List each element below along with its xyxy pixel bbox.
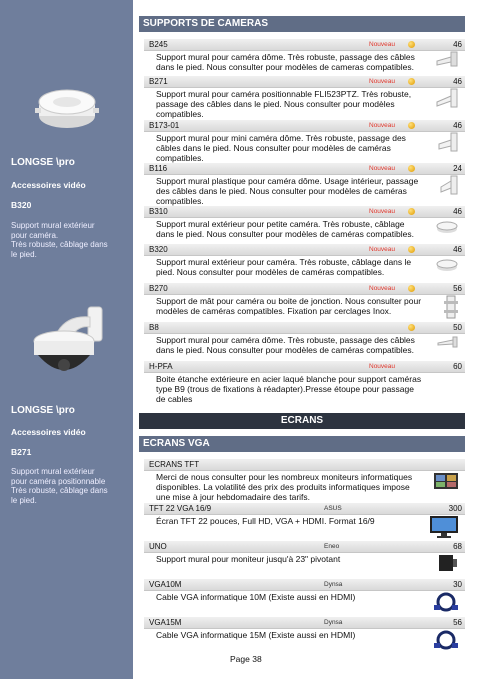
product-price: 46 (453, 121, 462, 130)
product-item (144, 322, 465, 355)
sidebar-category: Accessoires vidéo (11, 180, 86, 190)
product-item (144, 283, 465, 316)
sidebar-description: Support mural extérieur pour caméra. Très robuste, câblage dans le pied. (11, 221, 108, 259)
product-item (144, 206, 465, 239)
product-brand: Dynsa (324, 619, 343, 626)
product-description: Support mural pour mini caméra dôme. Très robuste, passage des câbles dans le pied. Nous consulter pour modèles de caméras compatibles. (156, 133, 406, 163)
coin-icon (408, 78, 415, 85)
product-ref: UNO (149, 542, 167, 551)
vga-cable-icon (433, 591, 459, 613)
monitor-icon (429, 515, 459, 539)
product-price: 68 (453, 542, 462, 551)
product-description: Support mural pour caméra dôme. Très robuste, passage des câbles dans le pied. Nous consulter pour modèles de caméras compatibles. (156, 335, 415, 355)
product-description: Cable VGA informatique 15M (Existe aussi en HDMI) (156, 630, 356, 640)
section-header-ecrans: ECRANS (139, 413, 465, 429)
product-ref: B320 (149, 245, 168, 254)
product-description: Support de mât pour caméra ou boite de jonction. Nous consulter pour modèles de caméras compatibles. Fixation par cerclages Inox. (156, 296, 422, 316)
product-ref: TFT 22 VGA 16/9 (149, 504, 212, 513)
pole-mount-icon (443, 295, 459, 319)
sidebar-code: B320 (11, 200, 32, 210)
product-bar (144, 503, 465, 515)
section-header-supports: SUPPORTS DE CAMERAS (139, 16, 465, 32)
product-price: 46 (453, 245, 462, 254)
screen-item (144, 579, 465, 602)
section-header-ecrans-vga: ECRANS VGA (139, 436, 465, 452)
product-brand: ASUS (324, 505, 342, 512)
product-bar (144, 120, 465, 132)
product-description: Écran TFT 22 pouces, Full HD, VGA + HDMI. Format 16/9 (156, 516, 375, 526)
new-badge: Nouveau (369, 363, 396, 370)
product-ref: B245 (149, 40, 168, 49)
product-description: Boite étanche extérieure en acier laqué blanche pour support caméras type B9 (trous de fixations à réadapter).Presse étoupe pour passage de cables (156, 374, 422, 404)
product-description: Support mural extérieur pour caméra. Très robuste, câblage dans le pied. Nous consulter pour modèles de caméras compatibles. (156, 257, 412, 277)
sidebar-description: Support mural extérieur pour caméra positionnable Très robuste, câblage dans le pied. (11, 467, 108, 505)
coin-icon (408, 41, 415, 48)
product-price: 30 (453, 580, 462, 589)
product-price: 46 (453, 207, 462, 216)
product-ref: B270 (149, 284, 168, 293)
coin-icon (408, 285, 415, 292)
product-description: Support mural pour moniteur jusqu'à 23" pivotant (156, 554, 341, 564)
product-item (144, 361, 465, 404)
product-price: 46 (453, 77, 462, 86)
product-item (144, 244, 465, 277)
sidebar-brand: LONGSE \pro (11, 157, 75, 168)
coin-icon (408, 246, 415, 253)
wall-mount-icon (437, 175, 459, 197)
product-brand: Dynsa (324, 581, 343, 588)
product-description: Cable VGA informatique 10M (Existe aussi en HDMI) (156, 592, 356, 602)
product-bar (144, 361, 465, 373)
product-item (144, 39, 465, 72)
wall-mount-icon (433, 88, 459, 110)
product-ref: ECRANS TFT (149, 460, 200, 469)
product-description: Support mural plastique pour caméra dôme. Usage intérieur, passage des câbles dans le pied. Nous consulter pour modèles de caméras compatibles. (156, 176, 419, 206)
new-badge: Nouveau (369, 122, 396, 129)
screen-item (144, 541, 465, 564)
sidebar-brand: LONGSE \pro (11, 405, 75, 416)
product-item (144, 76, 465, 119)
product-ref: VGA10M (149, 580, 182, 589)
junction-box-icon (435, 258, 459, 272)
product-description: Support mural pour caméra positionnable FLI523PTZ. Très robuste, passage des câbles dans le pied. Nous consulter pour modèles compatibles. (156, 89, 412, 119)
product-item (144, 163, 465, 206)
coin-icon (408, 122, 415, 129)
product-bar (144, 579, 465, 591)
product-ref: B8 (149, 323, 159, 332)
screen-item (144, 503, 465, 526)
new-badge: Nouveau (369, 41, 396, 48)
product-bar (144, 322, 465, 334)
product-price: 60 (453, 362, 462, 371)
page-number: Page 38 (230, 654, 262, 664)
new-badge: Nouveau (369, 246, 396, 253)
product-price: 300 (448, 504, 462, 513)
vga-cable-icon (433, 629, 459, 651)
product-bar (144, 283, 465, 295)
coin-icon (408, 208, 415, 215)
sidebar-category: Accessoires vidéo (11, 427, 86, 437)
new-badge: Nouveau (369, 78, 396, 85)
product-bar (144, 206, 465, 218)
product-item (144, 120, 465, 163)
product-brand: Eneo (324, 543, 340, 550)
new-badge: Nouveau (369, 208, 396, 215)
product-price: 50 (453, 323, 462, 332)
product-description: Support mural pour caméra dôme. Très robuste, passage des câbles dans le pied. Nous consulter pour modèles de cameras compatibles. (156, 52, 415, 72)
product-bar (144, 617, 465, 629)
coin-icon (408, 165, 415, 172)
product-bar (144, 76, 465, 88)
product-price: 56 (453, 618, 462, 627)
wall-mount-icon (435, 132, 459, 154)
sidebar-code: B271 (11, 447, 32, 457)
new-badge: Nouveau (369, 285, 396, 292)
screen-item (144, 459, 465, 502)
product-ref: VGA15M (149, 618, 182, 627)
screen-item (144, 617, 465, 640)
product-price: 46 (453, 40, 462, 49)
monitors-icon (433, 471, 459, 493)
product-ref: B116 (149, 164, 168, 173)
wall-mount-icon (433, 51, 459, 69)
product-ref: B173-01 (149, 121, 180, 130)
product-bar (144, 244, 465, 256)
new-badge: Nouveau (369, 165, 396, 172)
product-bar (144, 39, 465, 51)
junction-box-image (35, 82, 99, 132)
wall-mount-icon (435, 336, 459, 348)
dome-camera-image (28, 305, 110, 385)
junction-box-icon (435, 220, 459, 234)
product-price: 24 (453, 164, 462, 173)
product-bar (144, 459, 465, 471)
product-price: 56 (453, 284, 462, 293)
product-ref: B310 (149, 207, 168, 216)
monitor-mount-icon (437, 553, 459, 573)
product-ref: B271 (149, 77, 168, 86)
product-bar (144, 163, 465, 175)
product-description: Merci de nous consulter pour les nombreux moniteurs informatiques disponibles. La volatilité des prix des produits informatiques impose une mise à jour hebdomadaire des tarifs. (156, 472, 413, 502)
product-description: Support mural extérieur pour petite caméra. Très robuste, câblage dans le pied. Nous consulter pour modèles de caméras compatibles. (156, 219, 414, 239)
product-ref: H-PFA (149, 362, 173, 371)
coin-icon (408, 324, 415, 331)
sidebar (0, 0, 133, 679)
product-bar (144, 541, 465, 553)
